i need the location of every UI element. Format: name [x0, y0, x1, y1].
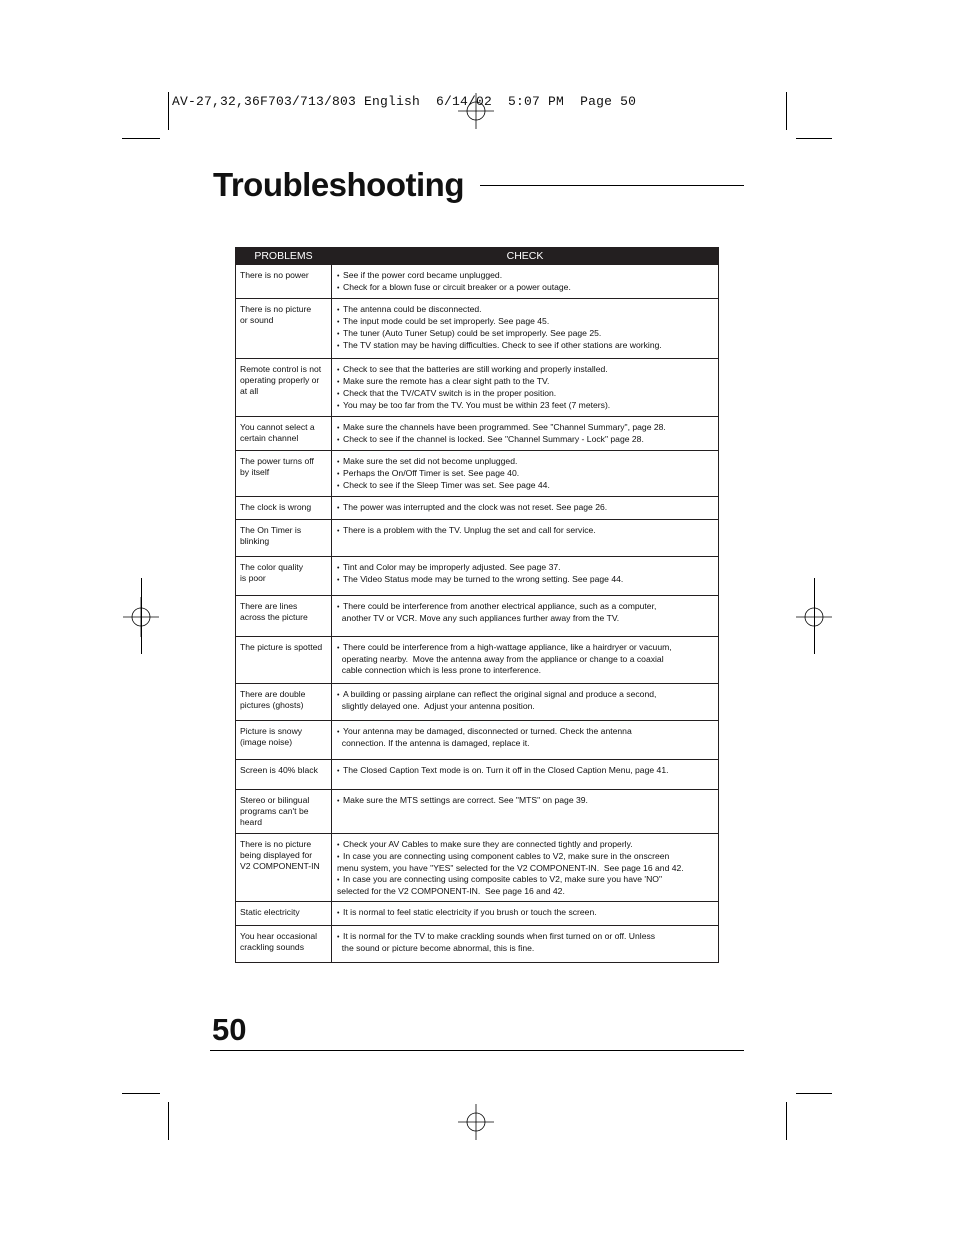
registration-mark-icon	[458, 1104, 494, 1140]
check-cell	[332, 721, 719, 760]
check-item: • Check to see that the batteries are still working and properly installed.	[337, 364, 714, 376]
crop-mark	[796, 138, 832, 139]
check-item: menu system, you have "YES" selected for the V2 COMPONENT-IN. See page 16 and 42.	[337, 863, 684, 873]
problem-text: There are lines	[240, 601, 298, 611]
registration-mark-icon	[458, 93, 494, 129]
check-cell	[332, 902, 719, 926]
check-cell	[332, 299, 719, 359]
check-cell	[332, 451, 719, 497]
problem-text: pictures (ghosts)	[240, 700, 304, 710]
crop-mark	[786, 1102, 787, 1140]
problem-text: The On Timer is	[240, 525, 302, 535]
check-item: • It is normal for the TV to make crackling sounds when first turned on or off. Unless	[337, 931, 714, 943]
check-item: operating nearby. Move the antenna away from the appliance or change to a coaxial	[337, 654, 664, 664]
check-header: CHECK	[332, 248, 719, 265]
check-item: • In case you are connecting using component cables to V2, make sure in the onscreen	[337, 851, 714, 863]
check-cell	[332, 497, 719, 520]
problem-cell	[236, 684, 332, 721]
check-item: • You may be too far from the TV. You must be within 23 feet (7 meters).	[337, 400, 714, 412]
table-row	[236, 299, 719, 359]
problem-cell	[236, 299, 332, 359]
table-row	[236, 790, 719, 834]
check-item: • Check your AV Cables to make sure they are connected tightly and properly.	[337, 839, 714, 851]
problem-text: operating properly or	[240, 375, 320, 385]
check-cell	[332, 265, 719, 299]
crop-mark	[168, 1102, 169, 1140]
problem-cell	[236, 451, 332, 497]
problem-cell	[236, 834, 332, 902]
crop-mark	[141, 578, 142, 654]
check-item: • Check to see if the channel is locked. See "Channel Summary - Lock" page 28.	[337, 434, 714, 446]
check-item: • A building or passing airplane can reflect the original signal and produce a second,	[337, 689, 714, 701]
check-item: • There could be interference from another electrical appliance, such as a computer,	[337, 601, 714, 613]
problem-text: programs can't be	[240, 806, 309, 816]
check-item: • The power was interrupted and the clock was not reset. See page 26.	[337, 502, 714, 514]
table-row	[236, 359, 719, 417]
crop-mark	[168, 92, 169, 130]
problem-cell	[236, 902, 332, 926]
table-row	[236, 497, 719, 520]
problem-text: Stereo or bilingual	[240, 795, 310, 805]
check-cell	[332, 790, 719, 834]
check-item: cable connection which is less prone to interference.	[337, 665, 541, 675]
check-cell	[332, 417, 719, 451]
check-item: • In case you are connecting using composite cables to V2, make sure you have 'NO"	[337, 874, 714, 886]
check-cell	[332, 596, 719, 637]
crop-mark	[122, 138, 160, 139]
problems-header: PROBLEMS	[236, 248, 332, 265]
check-cell	[332, 520, 719, 557]
problem-text: You cannot select a	[240, 422, 315, 432]
table-row	[236, 520, 719, 557]
problem-text: heard	[240, 817, 262, 827]
problem-cell	[236, 596, 332, 637]
page-number: 50	[212, 1012, 247, 1047]
check-cell	[332, 834, 719, 902]
check-cell	[332, 359, 719, 417]
problem-cell	[236, 721, 332, 760]
table-row	[236, 637, 719, 684]
problem-text: or sound	[240, 315, 274, 325]
table-row	[236, 834, 719, 902]
problem-text: by itself	[240, 467, 270, 477]
check-item: • Make sure the set did not become unplugged.	[337, 456, 714, 468]
check-item: • The tuner (Auto Tuner Setup) could be set improperly. See page 25.	[337, 328, 714, 340]
check-item: • Your antenna may be damaged, disconnected or turned. Check the antenna	[337, 726, 714, 738]
crop-mark	[814, 578, 815, 654]
check-cell	[332, 684, 719, 721]
check-item: • Perhaps the On/Off Timer is set. See page 40.	[337, 468, 714, 480]
table-body	[236, 265, 719, 963]
table-row	[236, 451, 719, 497]
check-item: selected for the V2 COMPONENT-IN. See page 16 and 42.	[337, 886, 565, 896]
problem-text: The power turns off	[240, 456, 314, 466]
problem-text: Remote control is not	[240, 364, 322, 374]
check-cell	[332, 557, 719, 596]
check-cell	[332, 637, 719, 684]
table-row	[236, 760, 719, 790]
troubleshooting-table	[235, 247, 719, 963]
check-item: • The Video Status mode may be turned to the wrong setting. See page 44.	[337, 574, 714, 586]
problem-cell	[236, 790, 332, 834]
problem-text: being displayed for	[240, 850, 313, 860]
check-item: • The TV station may be having difficulties. Check to see if other stations are working.	[337, 340, 714, 352]
check-cell	[332, 760, 719, 790]
problem-text: The color quality	[240, 562, 304, 572]
page-title: Troubleshooting	[213, 166, 464, 203]
check-item: • The input mode could be set improperly. See page 45.	[337, 316, 714, 328]
problem-text: The picture is spotted	[240, 642, 323, 652]
problem-text: (image noise)	[240, 737, 293, 747]
check-item: connection. If the antenna is damaged, replace it.	[337, 738, 530, 748]
footer-rule	[210, 1050, 744, 1051]
check-item: • Check to see if the Sleep Timer was set. See page 44.	[337, 480, 714, 492]
check-item: • Check that the TV/CATV switch is in the proper position.	[337, 388, 714, 400]
problem-text: There is no picture	[240, 839, 312, 849]
title-rule	[480, 185, 744, 186]
check-item: • There is a problem with the TV. Unplug the set and call for service.	[337, 525, 714, 537]
crop-mark	[122, 1093, 160, 1094]
problem-text: Picture is snowy	[240, 726, 303, 736]
problem-text: certain channel	[240, 433, 299, 443]
problem-cell	[236, 417, 332, 451]
table-row	[236, 721, 719, 760]
problem-text: V2 COMPONENT-IN	[240, 861, 320, 871]
check-item: • Make sure the MTS settings are correct. See "MTS" on page 39.	[337, 795, 714, 807]
problem-text: The clock is wrong	[240, 502, 312, 512]
check-cell	[332, 926, 719, 963]
table-row	[236, 596, 719, 637]
problem-text: You hear occasional	[240, 931, 318, 941]
problem-text: There is no power	[240, 270, 309, 280]
problem-text: at all	[240, 386, 259, 396]
problem-cell	[236, 926, 332, 963]
check-item: • The antenna could be disconnected.	[337, 304, 714, 316]
problem-text: crackling sounds	[240, 942, 305, 952]
problem-text: across the picture	[240, 612, 308, 622]
problem-text: Screen is 40% black	[240, 765, 318, 775]
table-row	[236, 417, 719, 451]
problem-cell	[236, 359, 332, 417]
problem-text: There is no picture	[240, 304, 312, 314]
problem-cell	[236, 557, 332, 596]
crop-mark	[796, 1093, 832, 1094]
table-row	[236, 926, 719, 963]
check-item: • Check for a blown fuse or circuit breaker or a power outage.	[337, 282, 714, 294]
table-row	[236, 902, 719, 926]
check-item: slightly delayed one. Adjust your antenna position.	[337, 701, 535, 711]
problem-cell	[236, 497, 332, 520]
crop-mark	[786, 92, 787, 130]
check-item: another TV or VCR. Move any such appliances further away from the TV.	[337, 613, 620, 623]
table-header-row	[236, 248, 719, 265]
table-row	[236, 265, 719, 299]
problem-cell	[236, 637, 332, 684]
check-item: • Make sure the channels have been programmed. See "Channel Summary", page 28.	[337, 422, 714, 434]
problem-text: blinking	[240, 536, 270, 546]
check-item: • See if the power cord became unplugged.	[337, 270, 714, 282]
check-item: • It is normal to feel static electricity if you brush or touch the screen.	[337, 907, 714, 919]
check-item: • There could be interference from a high-wattage appliance, like a hairdryer or vacuum,	[337, 642, 714, 654]
check-item: the sound or picture become abnormal, this is fine.	[337, 943, 535, 953]
check-item: • Make sure the remote has a clear sight path to the TV.	[337, 376, 714, 388]
problem-text: Static electricity	[240, 907, 300, 917]
table-row	[236, 557, 719, 596]
problem-cell	[236, 265, 332, 299]
problem-text: There are double	[240, 689, 306, 699]
problem-cell	[236, 760, 332, 790]
problem-cell	[236, 520, 332, 557]
check-item: • Tint and Color may be improperly adjusted. See page 37.	[337, 562, 714, 574]
check-item: • The Closed Caption Text mode is on. Turn it off in the Closed Caption Menu, page 41.	[337, 765, 714, 777]
table-row	[236, 684, 719, 721]
problem-text: is poor	[240, 573, 266, 583]
print-slug: AV-27,32,36F703/713/803 English 6/14/02 5:07 PM Page 50	[172, 94, 637, 109]
